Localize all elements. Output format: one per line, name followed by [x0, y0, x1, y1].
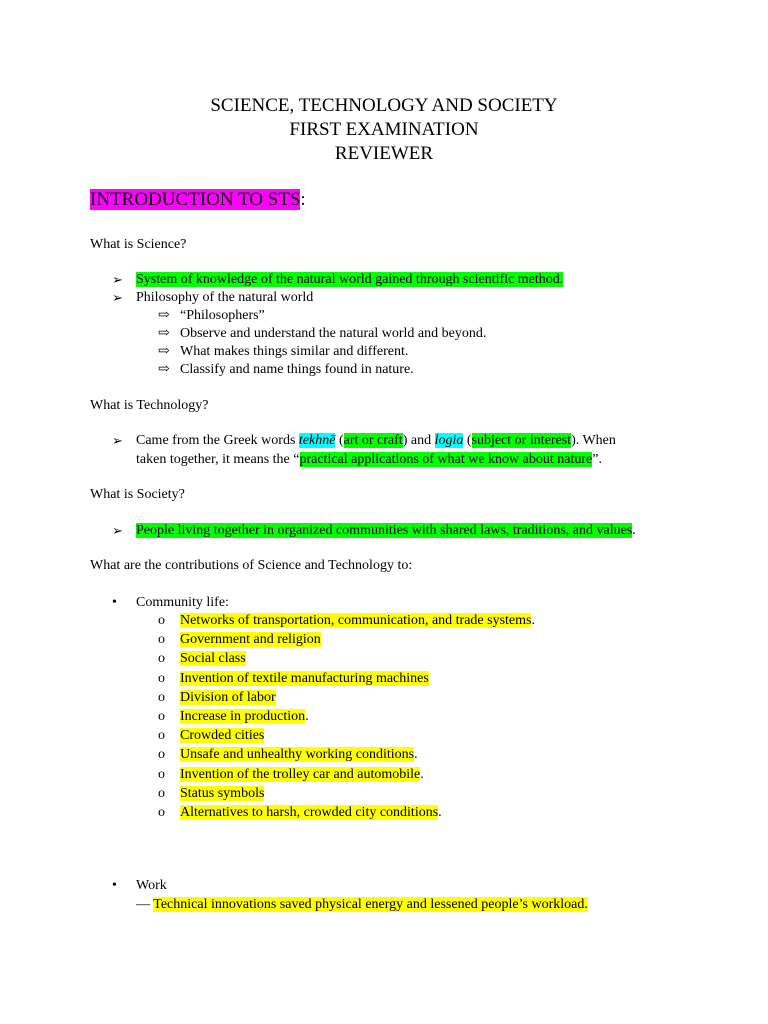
community-item-text: Social class [180, 651, 246, 667]
question-contributions: What are the contributions of Science and Technology to: [90, 558, 413, 573]
doc-title-line3: REVIEWER [334, 143, 434, 164]
outline-arrow-bullet-icon: ⇨ [158, 344, 170, 359]
community-item-end: . [414, 747, 418, 763]
science-sub-item: Observe and understand the natural world and beyond. [180, 326, 487, 341]
work-label: Work [136, 878, 167, 893]
community-item-text: Invention of the trolley car and automobile [180, 766, 421, 782]
circle-bullet-icon: o [158, 670, 165, 686]
work-text: Technical innovations saved physical energy and lessened people’s workload. [153, 897, 588, 912]
circle-bullet-icon: o [158, 747, 165, 763]
logia-term: logia [434, 433, 464, 448]
society-def: People living together in organized communities with shared laws, traditions, and values [136, 523, 633, 538]
disc-bullet-icon: • [112, 595, 117, 610]
outline-arrow-bullet-icon: ⇨ [158, 308, 170, 323]
doc-title-line2: FIRST EXAMINATION [289, 119, 479, 140]
circle-bullet-icon: o [158, 728, 165, 744]
community-item-text: Increase in production [180, 709, 306, 724]
question-society: What is Society? [90, 487, 185, 502]
arrowhead-bullet-icon: ➢ [112, 433, 123, 448]
science-sub-item: Classify and name things found in nature. [180, 362, 414, 377]
community-item-end: . [420, 766, 424, 782]
tech-text: taken together, it means the “ [136, 452, 300, 467]
community-item-text: Division of labor [180, 689, 276, 705]
tech-text: ”. [592, 452, 602, 467]
tech-text: ). When [571, 433, 616, 448]
community-life-label: Community life: [136, 595, 229, 610]
circle-bullet-icon: o [158, 651, 165, 667]
question-science: What is Science? [90, 237, 187, 252]
community-item-text: Status symbols [180, 785, 265, 801]
technology-def-line1 [136, 432, 616, 450]
outline-arrow-bullet-icon: ⇨ [158, 326, 170, 341]
disc-bullet-icon: • [112, 878, 117, 893]
circle-bullet-icon: o [158, 632, 165, 648]
circle-bullet-icon: o [158, 805, 165, 820]
community-item-end: . [438, 805, 442, 820]
work-description [136, 896, 588, 914]
question-technology: What is Technology? [90, 398, 209, 413]
tech-text: ( [335, 433, 344, 448]
tech-text: ) and [402, 433, 435, 448]
arrowhead-bullet-icon: ➢ [112, 523, 123, 538]
intro-heading-text: INTRODUCTION TO STS [90, 189, 301, 210]
science-sub-item: What makes things similar and different. [180, 344, 409, 359]
subject-interest-term: subject or interest [471, 433, 572, 448]
circle-bullet-icon: o [158, 709, 165, 724]
community-item-text: Alternatives to harsh, crowded city conditions [180, 805, 439, 820]
doc-title-line1: SCIENCE, TECHNOLOGY AND SOCIETY [210, 95, 558, 116]
society-def-end: . [632, 523, 636, 538]
tech-text: ( [463, 433, 472, 448]
circle-bullet-icon: o [158, 689, 165, 705]
circle-bullet-icon: o [158, 766, 165, 782]
practical-applications-phrase: practical applications of what we know about nature [299, 452, 593, 467]
community-item-text: Crowded cities [180, 728, 265, 744]
community-item-text: Invention of textile manufacturing machines [180, 670, 429, 686]
science-def1: System of knowledge of the natural world gained through scientific method. [136, 272, 564, 287]
community-item-text: Networks of transportation, communication, and trade systems [180, 613, 532, 628]
community-item-text: Unsafe and unhealthy working conditions [180, 747, 415, 763]
art-craft-term: art or craft [343, 433, 403, 448]
science-def2: Philosophy of the natural world [136, 290, 314, 305]
arrowhead-bullet-icon: ➢ [112, 290, 123, 305]
tekhne-term: tekhnē [298, 433, 336, 448]
circle-bullet-icon: o [158, 613, 165, 628]
community-item-end: . [531, 613, 535, 628]
intro-heading-colon: : [300, 189, 306, 210]
community-item-text: Government and religion [180, 632, 321, 648]
science-sub-item: “Philosophers” [180, 308, 265, 323]
work-dash: — [136, 897, 154, 912]
tech-text: Came from the Greek words [136, 433, 299, 448]
technology-def-line2 [136, 451, 602, 469]
community-item-end: . [305, 709, 309, 724]
outline-arrow-bullet-icon: ⇨ [158, 362, 170, 377]
arrowhead-bullet-icon: ➢ [112, 272, 123, 287]
circle-bullet-icon: o [158, 785, 165, 801]
section-heading [90, 188, 306, 212]
